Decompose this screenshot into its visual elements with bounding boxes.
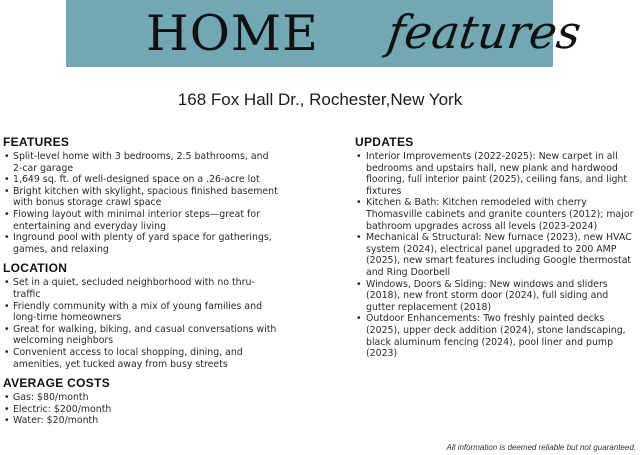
bullet-icon: • [356, 232, 362, 244]
bullet-icon: • [356, 278, 362, 290]
features-heading: FEATURES [3, 135, 70, 149]
property-address: 168 Fox Hall Dr., Rochester,New York [177, 90, 463, 109]
list-item: • Interior Improvements (2022-2025): New carpet in all bedrooms and upstairs hall, new plank and hardwood flooring, full interior paint (2025), ceiling fans, and light fixtures [356, 151, 628, 197]
average-costs-heading: AVERAGE COSTS [3, 376, 111, 391]
banner-title-home: HOME [146, 5, 319, 62]
bullet-icon: • [4, 174, 10, 186]
list-item: • Electric: $200/month [4, 403, 112, 415]
bullet-icon: • [4, 346, 10, 358]
banner-title-features: features [384, 5, 585, 59]
list-item: • Split-level home with 3 bedrooms, 2.5 bathrooms, and 2-car garage [4, 151, 269, 174]
location-heading: LOCATION [3, 261, 68, 276]
bullet-icon: • [4, 300, 10, 312]
disclaimer: All information is deemed reliable but not guaranteed. [446, 443, 636, 452]
bullet-icon: • [4, 277, 10, 289]
bullet-icon: • [356, 151, 362, 162]
list-item: • 1,649 sq. ft. of well-designed space on a .26-acre lot [4, 174, 260, 186]
updates-list [355, 151, 635, 360]
bullet-icon: • [4, 392, 10, 404]
list-item: • Bright kitchen with skylight, spacious finished basement with bonus storage crawl space [4, 185, 278, 209]
list-item: • Great for walking, biking, and casual conversations with welcoming neighbors [4, 323, 277, 347]
list-item: • Kitchen & Bath: Kitchen remodeled with cherry Thomasville cabinets and granite counters (2012); major bathroom upgrades across all levels (2023-2024) [356, 197, 634, 232]
bullet-icon: • [356, 313, 362, 325]
list-item: • Inground pool with plenty of yard space for gatherings, games, and relaxing [4, 232, 272, 255]
bullet-icon: • [4, 151, 10, 162]
list-item: • Friendly community with a mix of young families and long-time homeowners [4, 300, 263, 324]
bullet-icon: • [4, 185, 10, 197]
list-item: • Windows, Doors & Siding: New windows and sliders (2018), new front storm door (2024), full siding and gutter replacement (2018) [356, 278, 609, 313]
list-item: • Mechanical & Structural: New furnace (2023), new HVAC system (2024), electrical panel upgraded to 200 AMP (2025), new smart features including Google thermostat and Ring Doorbell [356, 232, 632, 278]
bullet-icon: • [356, 197, 362, 209]
list-item: • Outdoor Enhancements: Two freshly painted decks (2025), upper deck addition (2024), stone landscaping, black aluminum fencing (2024), pool liner and pump (2023) [356, 313, 626, 360]
bullet-icon: • [4, 403, 10, 415]
list-item: • Flowing layout with minimal interior steps—great for entertaining and everyday living [4, 208, 260, 232]
bullet-icon: • [4, 232, 10, 244]
right-column [355, 135, 635, 360]
updates-heading: UPDATES [355, 135, 414, 149]
title-banner [66, 0, 585, 67]
features-list [3, 151, 278, 255]
bullet-icon: • [4, 415, 10, 427]
list-item: • Convenient access to local shopping, dining, and amenities, yet tucked away from busy streets [4, 346, 243, 370]
location-list [3, 277, 278, 370]
bullet-icon: • [4, 323, 10, 335]
bullet-icon: • [4, 208, 10, 220]
list-item: • Water: $20/month [4, 415, 99, 427]
costs-list [3, 392, 278, 427]
list-item: • Set in a quiet, secluded neighborhood with no thru-traffic [4, 277, 255, 300]
list-item: • Gas: $80/month [4, 392, 89, 404]
left-column [3, 135, 278, 427]
